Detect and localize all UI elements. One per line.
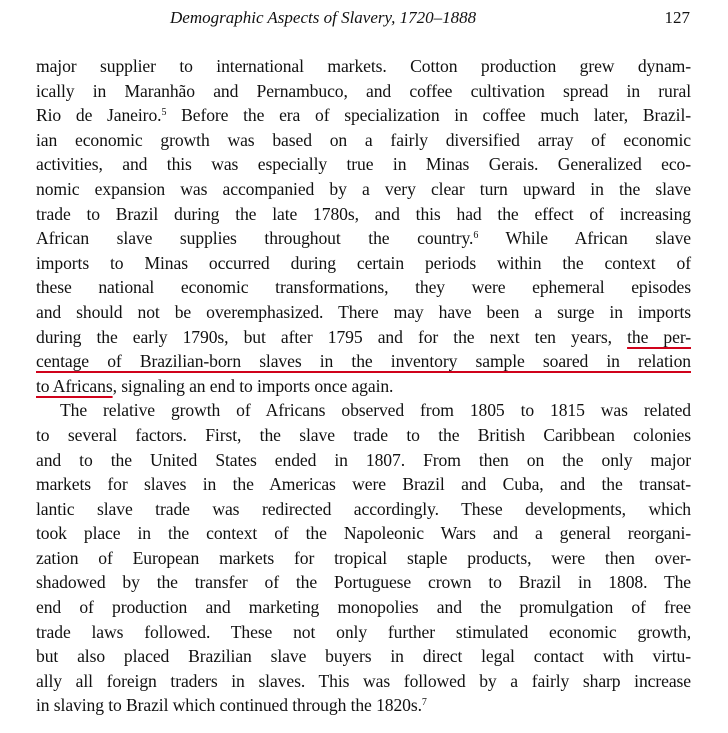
text-line: zation of European markets for tropical staple products, were then over- (36, 547, 691, 568)
text-line: markets for slaves in the Americas were Brazil and Cuba, and the transat- (36, 474, 691, 495)
text-line: ally all foreign traders in slaves. This was followed by a fairly sharp increase (36, 670, 691, 691)
text-line: shadowed by the transfer of the Portuguese crown to Brazil in 1808. The (36, 572, 691, 593)
highlighted-text: centage of Brazilian-born slaves in the inventory sample soared in relation (36, 351, 691, 372)
text-line: these national economic transformations, they were ephemeral episodes (36, 277, 691, 298)
footnote-ref-5[interactable]: 5 (161, 107, 167, 119)
text-segment: during the early 1790s, but after 1795 and for the next ten years, (36, 326, 628, 347)
text-line: took place in the context of the Napoleonic Wars and a general reorgani- (36, 523, 691, 544)
text-line: trade laws followed. These not only further stimulated economic growth, (36, 621, 691, 642)
text-line: major supplier to international markets. Cotton production grew dynam- (36, 56, 691, 76)
text-line: activities, and this was especially true in Minas Gerais. Generalized eco- (36, 154, 691, 175)
text-line: The relative growth of Africans observed from 1805 to 1815 was related (60, 400, 691, 421)
body-text (36, 54, 691, 718)
paragraph-2 (36, 398, 691, 718)
text-line: trade to Brazil during the late 1780s, and this had the effect of increasing (36, 203, 691, 224)
text-line (36, 693, 691, 718)
text-segment: in slaving to Brazil which continued through the 1820s. (36, 695, 422, 716)
text-line: ically in Maranhão and Pernambuco, and coffee cultivation spread in rural (36, 80, 691, 101)
text-line: to several factors. First, the slave trade to the British Caribbean colonies (36, 424, 691, 445)
highlighted-text: to Africans (36, 375, 113, 396)
text-line (36, 374, 691, 399)
text-line (36, 325, 691, 350)
text-segment: , signaling an end to imports once again. (112, 375, 394, 396)
text-segment: Rio de Janeiro. (36, 105, 162, 126)
footnote-ref-6[interactable]: 6 (473, 230, 479, 242)
running-title: Demographic Aspects of Slavery, 1720–1888 (170, 8, 477, 27)
text-line (36, 349, 691, 374)
text-line: but also placed Brazilian slave buyers in direct legal contact with virtu- (36, 646, 691, 667)
text-line: lantic slave trade was redirected accordingly. These developments, which (36, 498, 691, 519)
text-line: ian economic growth was based on a fairly diversified array of economic (36, 129, 691, 150)
text-line: and should not be overemphasized. There may have been a surge in imports (36, 301, 691, 322)
text-line: imports to Minas occurred during certain periods within the context of (36, 252, 691, 273)
text-segment: African slave supplies throughout the country. (36, 228, 474, 249)
highlighted-text: the per- (627, 326, 691, 347)
text-line (36, 103, 691, 128)
text-segment: While African slave (478, 228, 691, 249)
text-segment: Before the era of specialization in coffee much later, Brazil- (166, 105, 692, 126)
paragraph-1 (36, 54, 691, 398)
text-line: end of production and marketing monopolies and the promulgation of free (36, 597, 691, 618)
text-line (36, 226, 691, 251)
text-line: nomic expansion was accompanied by a very clear turn upward in the slave (36, 178, 691, 199)
page-number: 127 (664, 8, 690, 27)
footnote-ref-7[interactable]: 7 (421, 697, 427, 709)
text-line: and to the United States ended in 1807. From then on the only major (36, 449, 691, 470)
running-head (170, 6, 690, 30)
